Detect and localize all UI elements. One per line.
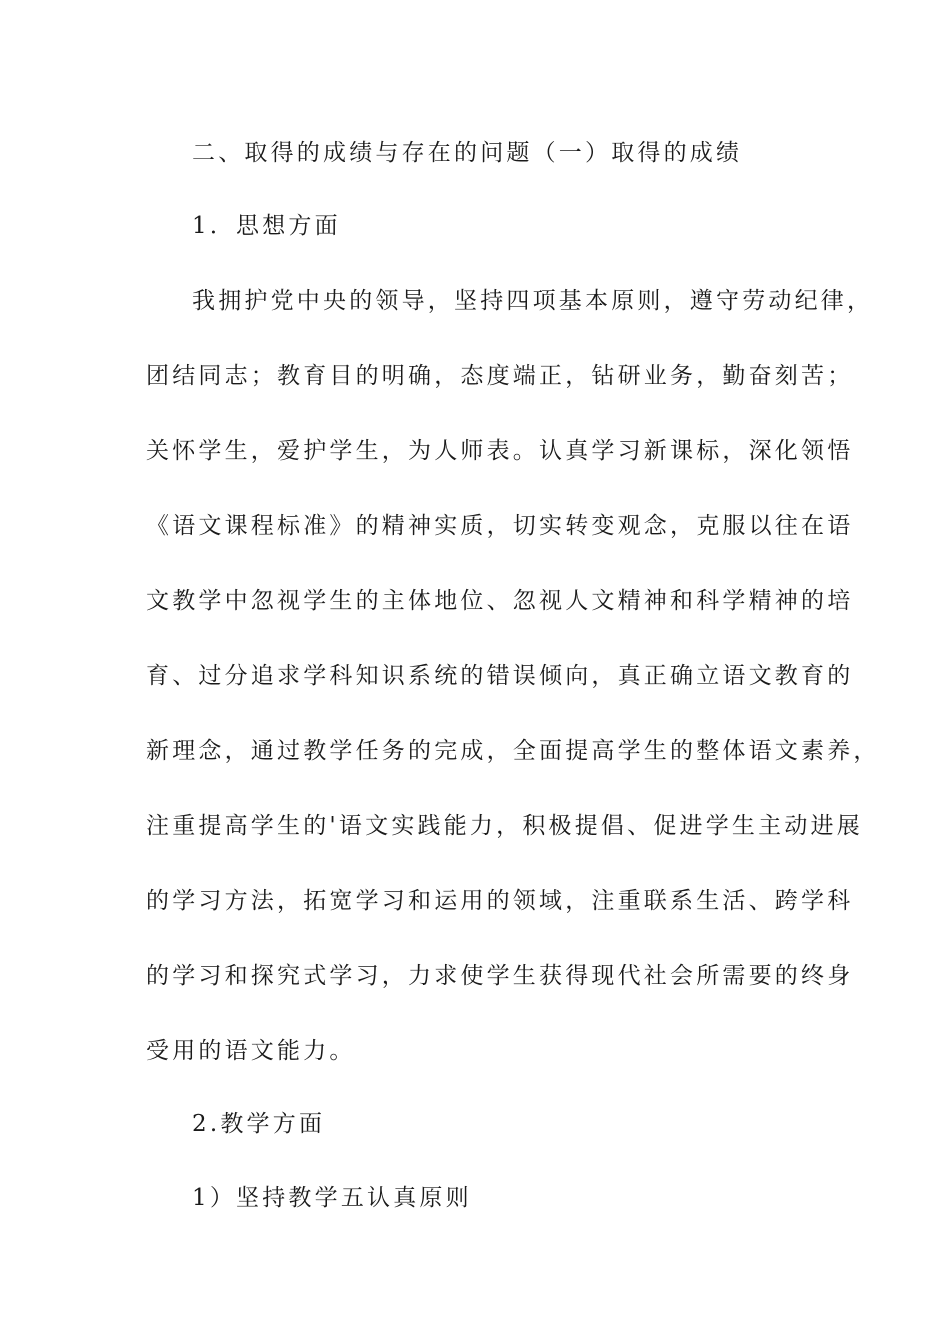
paragraph-line: 受用的语文能力。 bbox=[146, 1038, 356, 1064]
paragraph-line: 我拥护党中央的领导，坚持四项基本原则，遵守劳动纪律， bbox=[192, 288, 874, 314]
paragraph-line: 育、过分追求学科知识系统的错误倾向，真正确立语文教育的 bbox=[146, 663, 854, 689]
paragraph-line: 《语文课程标准》的精神实质，切实转变观念，克服以往在语 bbox=[146, 513, 854, 539]
paragraph-line: 的学习和探究式学习，力求使学生获得现代社会所需要的终身 bbox=[146, 963, 854, 989]
paragraph-line: 新理念，通过教学任务的完成，全面提高学生的整体语文素养， bbox=[146, 738, 880, 764]
subsection-heading-teaching: 2.教学方面 bbox=[192, 1111, 326, 1137]
subsection-heading-thought: 1．思想方面 bbox=[192, 213, 341, 239]
paragraph-line: 的学习方法，拓宽学习和运用的领域，注重联系生活、跨学科 bbox=[146, 888, 854, 914]
section-heading: 二、取得的成绩与存在的问题（一）取得的成绩 bbox=[192, 140, 743, 166]
paragraph-line: 注重提高学生的'语文实践能力，积极提倡、促进学生主动进展 bbox=[146, 813, 863, 839]
paragraph-line: 关怀学生，爱护学生，为人师表。认真学习新课标，深化领悟 bbox=[146, 438, 854, 464]
list-item-heading: 1）坚持教学五认真原则 bbox=[192, 1185, 472, 1211]
paragraph-line: 团结同志；教育目的明确，态度端正，钻研业务，勤奋刻苦； bbox=[146, 363, 854, 389]
paragraph-line: 文教学中忽视学生的主体地位、忽视人文精神和科学精神的培 bbox=[146, 588, 854, 614]
